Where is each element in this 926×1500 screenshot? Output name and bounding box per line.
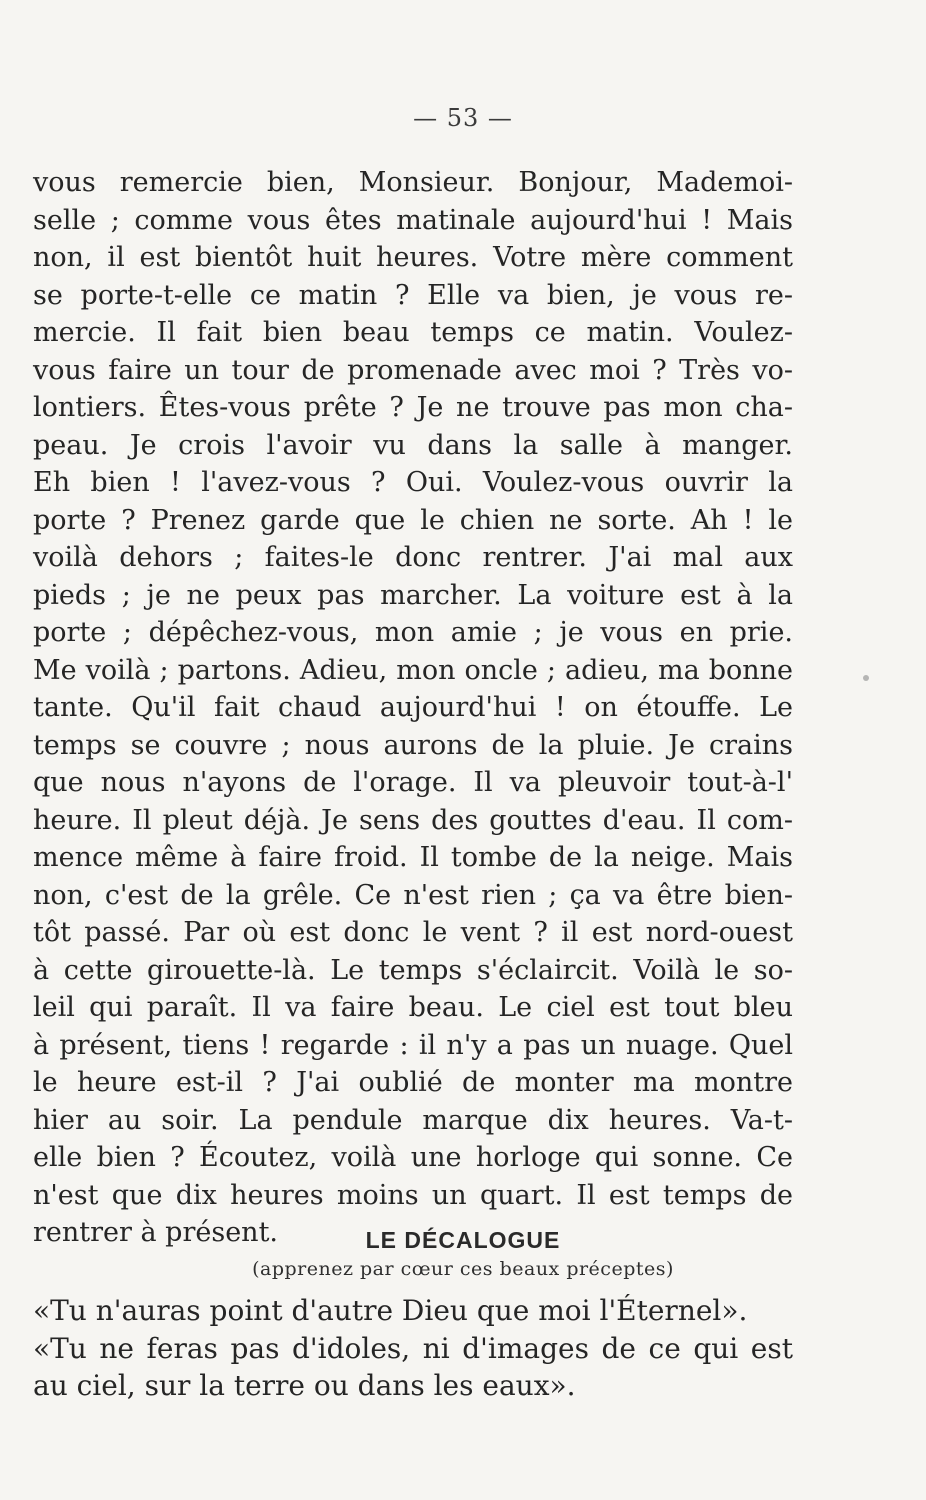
paragraph-line: vous remercie bien, Monsieur. Bonjour, Mademoi- bbox=[33, 167, 793, 198]
page-number: — 53 — bbox=[413, 104, 513, 132]
paragraph-line: tante. Qu'il fait chaud aujourd'hui ! on étouffe. Le bbox=[33, 692, 793, 723]
section-title: LE DÉCALOGUE bbox=[365, 1227, 561, 1253]
paragraph-line: hier au soir. La pendule marque dix heures. Va-t- bbox=[33, 1104, 793, 1136]
ink-speck bbox=[863, 675, 869, 681]
paragraph-line: lontiers. Êtes-vous prête ? Je ne trouve pas mon cha- bbox=[33, 392, 793, 423]
dialogue-paragraph bbox=[33, 164, 793, 1252]
paragraph-line: voilà dehors ; faites-le donc rentrer. J'ai mal aux bbox=[33, 542, 793, 573]
paragraph-line: se porte-t-elle ce matin ? Elle va bien, je vous re- bbox=[33, 279, 793, 311]
paragraph-line: non, il est bientôt huit heures. Votre mère comment bbox=[33, 242, 793, 273]
paragraph-line: à présent, tiens ! regarde : il n'y a pas un nuage. Quel bbox=[33, 1029, 793, 1061]
paragraph-line: n'est que dix heures moins un quart. Il est temps de bbox=[33, 1179, 793, 1211]
commandment-line: «Tu ne feras pas d'idoles, ni d'images de ce qui est bbox=[33, 1331, 793, 1365]
paragraph-line: elle bien ? Écoutez, voilà une horloge qui sonne. Ce bbox=[33, 1142, 793, 1173]
paragraph-line: peau. Je crois l'avoir vu dans la salle à manger. bbox=[33, 429, 793, 461]
commandment-line: «Tu n'auras point d'autre Dieu que moi l'Éternel». bbox=[33, 1294, 748, 1327]
section-subtitle: (apprenez par cœur ces beaux préceptes) bbox=[252, 1258, 674, 1280]
paragraph-line: mence même à faire froid. Il tombe de la neige. Mais bbox=[33, 842, 793, 873]
paragraph-line: rentrer à présent. bbox=[33, 1217, 279, 1248]
paragraph-line: Eh bien ! l'avez-vous ? Oui. Voulez-vous ouvrir la bbox=[33, 467, 793, 498]
paragraph-line: le heure est-il ? J'ai oublié de monter ma montre bbox=[33, 1067, 793, 1098]
paragraph-line: porte ; dépêchez-vous, mon amie ; je vous en prie. bbox=[33, 617, 793, 648]
paragraph-line: heure. Il pleut déjà. Je sens des gouttes d'eau. Il com- bbox=[33, 804, 793, 836]
commandment-line: au ciel, sur la terre ou dans les eaux». bbox=[33, 1369, 576, 1402]
paragraph-line: vous faire un tour de promenade avec moi ? Très vo- bbox=[33, 354, 793, 386]
paragraph-line: à cette girouette-là. Le temps s'éclaircit. Voilà le so- bbox=[33, 954, 793, 986]
paragraph-line: leil qui paraît. Il va faire beau. Le ciel est tout bleu bbox=[33, 992, 793, 1023]
paragraph-line: pieds ; je ne peux pas marcher. La voiture est à la bbox=[33, 579, 793, 611]
commandments-text bbox=[33, 1292, 793, 1405]
paragraph-line: non, c'est de la grêle. Ce n'est rien ; ça va être bien- bbox=[33, 879, 793, 911]
paragraph-line: selle ; comme vous êtes matinale aujourd'hui ! Mais bbox=[33, 204, 793, 236]
paragraph-line: temps se couvre ; nous aurons de la pluie. Je crains bbox=[33, 729, 793, 761]
paragraph-line: tôt passé. Par où est donc le vent ? il est nord-ouest bbox=[33, 917, 793, 948]
paragraph-line: mercie. Il fait bien beau temps ce matin. Voulez- bbox=[33, 317, 793, 348]
paragraph-line: que nous n'ayons de l'orage. Il va pleuvoir tout-à-l' bbox=[33, 767, 793, 798]
paragraph-line: Me voilà ; partons. Adieu, mon oncle ; adieu, ma bonne bbox=[33, 654, 793, 686]
paragraph-line: porte ? Prenez garde que le chien ne sorte. Ah ! le bbox=[33, 504, 793, 536]
